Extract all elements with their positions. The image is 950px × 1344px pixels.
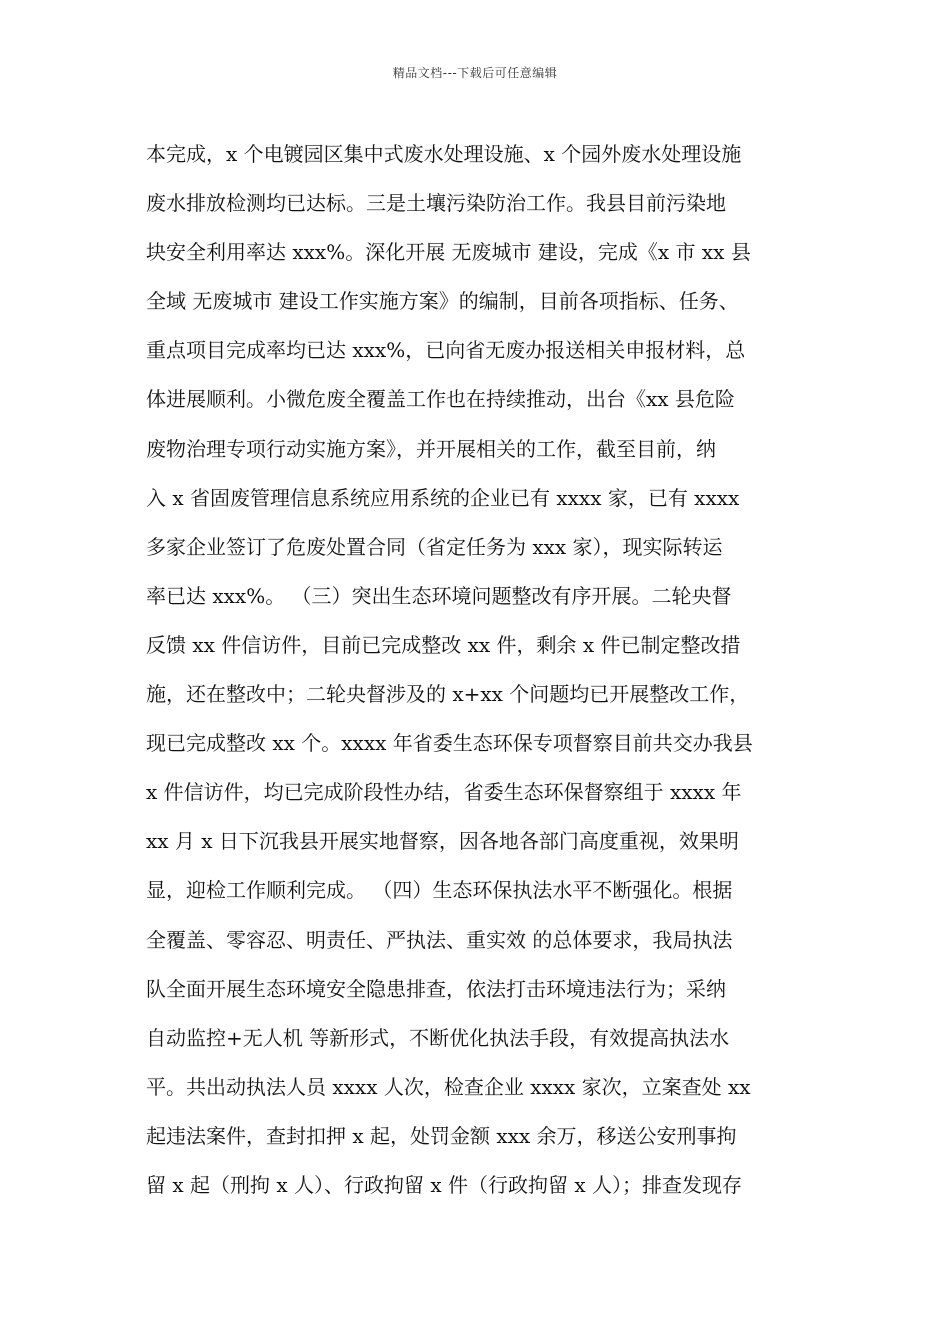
text-line: 平。共出动执法人员 xxxx 人次，检查企业 xxxx 家次，立案查处 xx: [146, 1074, 751, 1099]
text-line: xx 月 x 日下沉我县开展实地督察，因各地各部门高度重视，效果明: [146, 829, 739, 854]
text-line: 废物治理专项行动实施方案》，并开展相关的工作，截至目前，纳: [146, 436, 716, 461]
text-line: 多家企业签订了危废处置合同（省定任务为 xxx 家），现实际转运: [146, 534, 723, 559]
text-line: 全域 无废城市 建设工作实施方案》的编制，目前各项指标、任务、: [146, 289, 739, 314]
text-line: 反馈 xx 件信访件，目前已完成整改 xx 件，剩余 x 件已制定整改措: [146, 632, 741, 657]
text-line: 自动监控+无人机 等新形式，不断优化执法手段，有效提高执法水: [146, 1025, 730, 1050]
text-line: 全覆盖、零容忍、明责任、严执法、重实效 的总体要求，我局执法: [146, 927, 733, 952]
text-line: 留 x 起（刑拘 x 人）、行政拘留 x 件（行政拘留 x 人）；排查发现存: [146, 1172, 742, 1197]
body-text: [146, 130, 826, 1210]
text-line: 施，还在整改中；二轮央督涉及的 x+xx 个问题均已开展整改工作，: [146, 682, 750, 707]
text-line: 显，迎检工作顺利完成。 （四）生态环保执法水平不断强化。根据: [146, 878, 733, 903]
text-line: 起违法案件，查封扣押 x 起，处罚金额 xxx 余万，移送公安刑事拘: [146, 1123, 737, 1148]
text-line: x 件信访件，均已完成阶段性办结，省委生态环保督察组于 xxxx 年: [146, 780, 742, 805]
page-header: 精品文档---下载后可任意编辑: [392, 66, 558, 80]
text-line: 队全面开展生态环境安全隐患排查，依法打击环境违法行为；采纳: [146, 976, 726, 1001]
text-line: 废水排放检测均已达标。三是土壤污染防治工作。我县目前污染地: [146, 191, 726, 216]
text-line: 本完成，x 个电镀园区集中式废水处理设施、x 个园外废水处理设施: [146, 142, 742, 166]
text-line: 块安全利用率达 xxx%。深化开展 无废城市 建设，完成《x 市 xx 县: [146, 240, 751, 265]
text-line: 重点项目完成率均已达 xxx%，已向省无废办报送相关申报材料，总: [146, 338, 746, 363]
text-line: 率已达 xxx%。 （三）突出生态环境问题整改有序开展。二轮央督: [146, 583, 732, 608]
text-line: 现已完成整改 xx 个。xxxx 年省委生态环保专项督察目前共交办我县: [146, 731, 753, 756]
text-line: 体进展顺利。小微危废全覆盖工作也在持续推动，出台《xx 县危险: [146, 387, 735, 412]
text-line: 入 x 省固废管理信息系统应用系统的企业已有 xxxx 家，已有 xxxx: [146, 485, 740, 510]
